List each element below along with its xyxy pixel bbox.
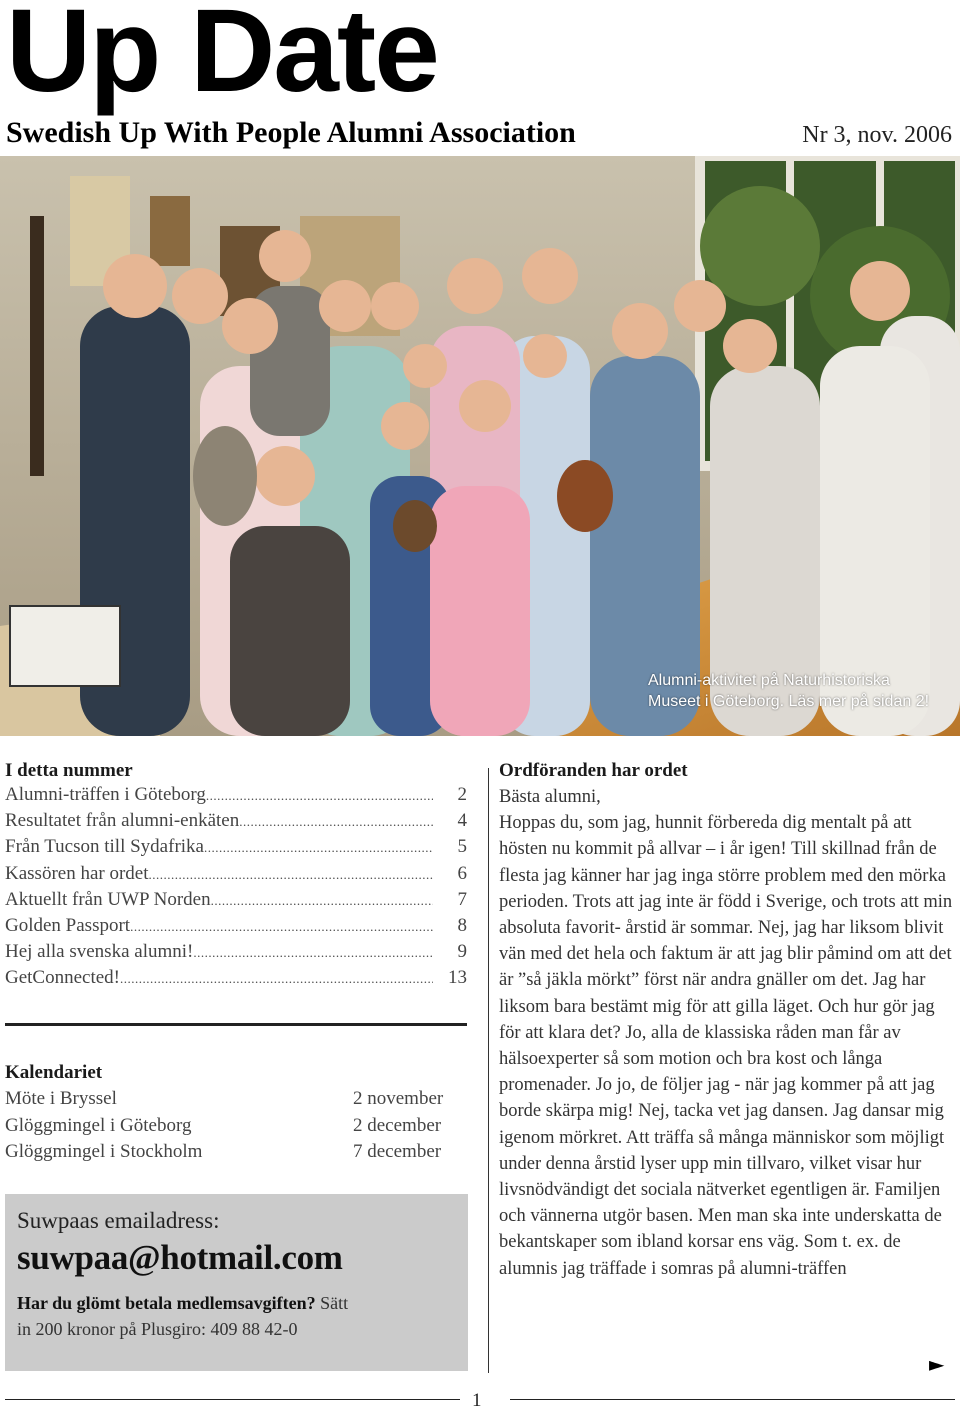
toc-entry-page: 13	[448, 967, 467, 989]
toc-leader-dots	[120, 971, 433, 987]
toc-leader-dots	[206, 788, 433, 804]
column-divider	[488, 768, 489, 1373]
toc-entry-page: 9	[457, 941, 467, 963]
toc-leader-dots	[211, 893, 433, 909]
toc-leader-dots	[239, 814, 433, 830]
calendar-event-date: 2 december	[353, 1114, 442, 1136]
toc-entry[interactable]	[5, 836, 467, 862]
caption-line-1: Alumni-aktivitet på Naturhistoriska	[648, 672, 890, 689]
calendar-event	[5, 1086, 467, 1113]
toc-list	[5, 784, 467, 994]
toc-leader-dots	[193, 945, 433, 961]
toc-entry-page: 4	[457, 810, 467, 832]
fee-question: Har du glömt betala medlemsavgiften?	[17, 1293, 316, 1313]
toc-entry-title: Alumni-träffen i Göteborg	[5, 784, 206, 805]
toc-heading: I detta nummer	[5, 760, 133, 781]
toc-entry-page: 7	[457, 888, 467, 910]
email-link[interactable]: suwpaa@hotmail.com	[17, 1238, 343, 1277]
calendar-event-name: Möte i Bryssel	[5, 1088, 117, 1109]
toc-leader-dots	[130, 919, 433, 935]
cover-photo	[0, 156, 960, 736]
footer-rule-left	[5, 1399, 460, 1400]
toc-entry[interactable]	[5, 863, 467, 889]
toc-entry[interactable]	[5, 915, 467, 941]
calendar-event-name: Glöggmingel i Stockholm	[5, 1141, 203, 1162]
publication-subtitle: Swedish Up With People Alumni Association	[6, 116, 576, 149]
toc-entry[interactable]	[5, 889, 467, 915]
page-number: 1	[472, 1390, 482, 1410]
toc-entry-page: 8	[457, 914, 467, 936]
calendar-heading: Kalendariet	[5, 1062, 103, 1083]
calendar-event-date: 7 december	[353, 1141, 442, 1162]
toc-entry[interactable]	[5, 967, 467, 993]
article-greeting: Bästa alumni,	[499, 787, 601, 807]
chairman-article	[499, 758, 957, 1282]
fee-text-2: in 200 kronor på Plusgiro: 409 88 42-0	[17, 1319, 298, 1339]
toc-leader-dots	[204, 840, 433, 856]
calendar-event-date: 2 november	[353, 1088, 444, 1109]
contact-box	[5, 1194, 468, 1371]
issue-number: Nr 3, nov. 2006	[802, 122, 952, 148]
calendar-event	[5, 1113, 467, 1140]
membership-fee-note	[17, 1290, 456, 1342]
section-divider	[5, 1023, 467, 1026]
fee-text-1: Sätt	[315, 1293, 349, 1313]
article-heading: Ordföranden har ordet	[499, 760, 688, 781]
toc-entry-page: 2	[457, 784, 467, 805]
toc-leader-dots	[149, 867, 433, 883]
calendar-event-name: Glöggmingel i Göteborg	[5, 1114, 192, 1136]
calendar-event	[5, 1139, 467, 1166]
toc-entry-title: Golden Passport	[5, 914, 131, 936]
table-of-contents	[5, 758, 467, 994]
toc-entry-title: Aktuellt från UWP Norden	[5, 888, 211, 910]
toc-entry-page: 6	[457, 862, 467, 884]
footer-rule-right	[510, 1399, 955, 1400]
continue-arrow-icon[interactable]: ►	[929, 1352, 945, 1376]
email-label: Suwpaas emailadress:	[17, 1208, 220, 1233]
toc-entry-title: Resultatet från alumni-enkäten	[5, 810, 240, 832]
masthead-title: Up Date	[6, 0, 438, 117]
toc-entry-title: Från Tucson till Sydafrika	[5, 836, 204, 858]
toc-entry[interactable]	[5, 941, 467, 967]
photo-caption	[648, 670, 948, 712]
toc-entry-title: Kassören har ordet	[5, 862, 149, 884]
toc-entry-title: GetConnected!	[5, 967, 121, 989]
calendar-section	[5, 1060, 467, 1166]
article-body: Hoppas du, som jag, hunnit förbereda dig mentalt på att hösten nu kommit på allvar – i år igen! Till skillnad från de flesta jag känner har jag inga större problem med den mörka perioden. Trots att jag inte är född i Sverige, och trots att min absoluta favorit- årstid är sommar. Nej, jag har liksom blivit vän med det hela och faktum är att jag blir påmind om att det är ”så jäkla mörkt” först när andra gnäller om det. Jag har liksom bara bestämt mig för att gilla läget. Och hur gör jag för att klara det? Jo, alla de klassiska råden man får av hälsoexperter så som motion och bra kost och långa promenader. Jo jo, de följer jag - när jag kommer på att jag borde skärpa mig! Nej, tacka vet jag dansen. Jag dansar mig igenom mörkret. Att träffa så många människor som möjligt under denna årstid lyser upp min tillvaro, vilket visar hur livsnödvändigt det sociala nätverket egentligen är. Familjen och vännerna utgör basen. Men man ska inte underskatta de bekantskaper som ibland korsar ens väg. Som t. ex. de alumnis jag träffade i somras på alumni-träffen	[499, 813, 953, 1279]
caption-line-2: Museet i Göteborg. Läs mer på sidan 2!	[648, 693, 930, 710]
group-photo-illustration	[0, 156, 960, 736]
toc-entry-page: 5	[457, 836, 467, 858]
toc-entry[interactable]	[5, 784, 467, 810]
toc-entry[interactable]	[5, 810, 467, 836]
toc-entry-title: Hej alla svenska alumni!	[5, 941, 194, 963]
